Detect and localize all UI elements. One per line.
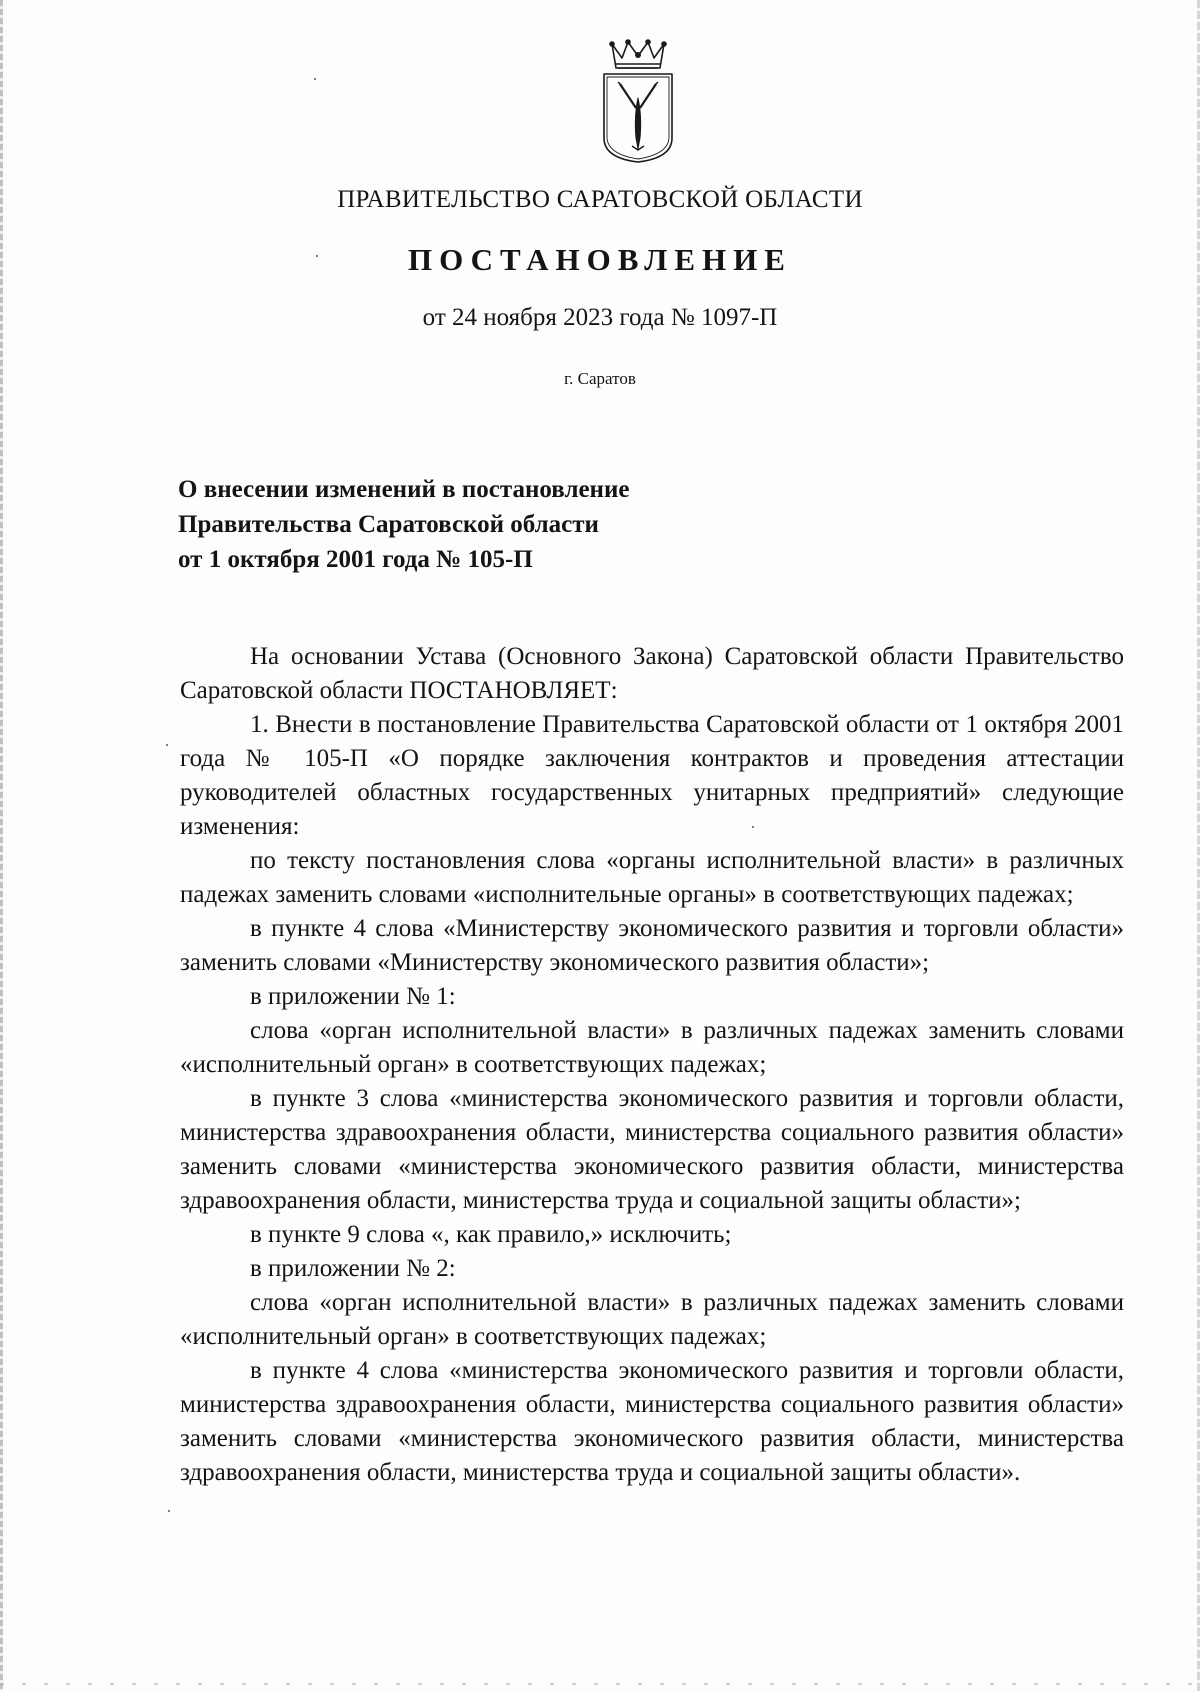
body-paragraph: в приложении № 1:: [250, 983, 456, 1010]
subject-line: Правительства Саратовской области: [178, 511, 599, 538]
document-subject: [178, 472, 629, 577]
scan-speck: [314, 78, 316, 80]
subject-line: О внесении изменений в постановление: [178, 476, 630, 503]
body-paragraph: в пункте 4 слова «Министерству экономического развития и торговли области» заменить словами «Министерству экономического развития области»;: [180, 915, 1124, 976]
body-paragraph: 1. Внести в постановление Правительства Саратовской области от 1 октября 2001 года № 105-П «О порядке заключения контрактов и проведения аттестации руководителей областных государственных унитарных предприятий» следующие изменения:: [180, 711, 1124, 840]
body-paragraph: в пункте 3 слова «министерства экономического развития и торговли области, министерства здравоохранения области, министерства социального развития области» заменить словами «министерства экономического развития области, министерства здравоохранения области, министерства труда и социальной защиты области»;: [180, 1085, 1124, 1214]
body-paragraph: по тексту постановления слова «органы исполнительной власти» в различных падежах заменить словами «исполнительные органы» в соответствующих падежах;: [180, 847, 1124, 908]
body-paragraph: в пункте 9 слова «, как правило,» исключить;: [250, 1221, 732, 1248]
subject-line: от 1 октября 2001 года № 105-П: [178, 546, 533, 573]
scan-speck: [752, 826, 754, 828]
document-city: г. Саратов: [564, 369, 636, 388]
document-date-number: от 24 ноября 2023 года № 1097-П: [422, 304, 778, 331]
scan-speck: [166, 744, 168, 746]
saratov-coat-of-arms-icon: [598, 38, 678, 164]
body-paragraph: слова «орган исполнительной власти» в различных падежах заменить словами «исполнительный орган» в соответствующих падежах;: [180, 1289, 1124, 1350]
body-paragraph: в приложении № 2:: [250, 1255, 456, 1282]
document-type-title: ПОСТАНОВЛЕНИЕ: [408, 242, 792, 277]
scan-speck: [316, 255, 318, 257]
body-paragraph: слова «орган исполнительной власти» в различных падежах заменить словами «исполнительный орган» в соответствующих падежах;: [180, 1017, 1124, 1078]
scan-edge-bottom: [0, 1683, 1200, 1685]
body-paragraph: На основании Устава (Основного Закона) Саратовской области Правительство Саратовской области ПОСТАНОВЛЯЕТ:: [180, 643, 1124, 704]
scan-speck: [168, 1510, 170, 1512]
document-body: [180, 640, 1124, 1490]
body-paragraph: в пункте 4 слова «министерства экономического развития и торговли области, министерства здравоохранения области, министерства социального развития области» заменить словами «министерства экономического развития области, министерства здравоохранения области, министерства труда и социальной защиты области».: [180, 1357, 1124, 1486]
government-name: ПРАВИТЕЛЬСТВО САРАТОВСКОЙ ОБЛАСТИ: [337, 186, 863, 213]
